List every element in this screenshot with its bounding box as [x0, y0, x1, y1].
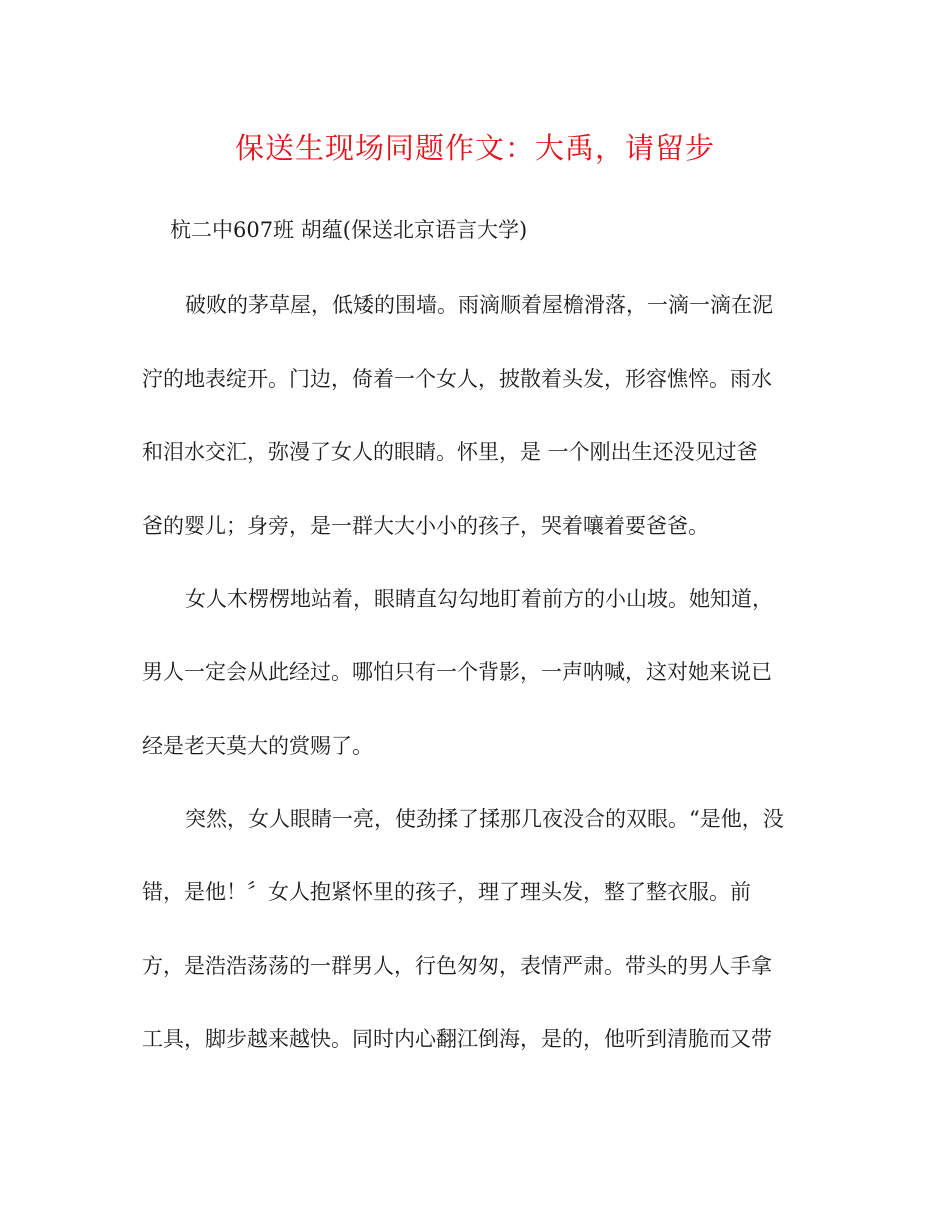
text-line: 经是老天莫大的赏赐了。 — [142, 734, 373, 758]
text-line: 工具，脚步越来越快。同时内心翻江倒海，是的，他听到清脆而又带 — [142, 1027, 772, 1051]
text-line: 方，是浩浩荡荡的一群男人，行色匆匆，表情严肃。带头的男人手拿 — [142, 954, 772, 978]
author-byline: 杭二中607班 胡蕴(保送北京语言大学) — [170, 218, 528, 242]
text-line: 女人木楞楞地站着，眼睛直勾勾地盯着前方的小山坡。她知道， — [185, 587, 773, 611]
text-line: 爸的婴儿；身旁，是一群大大小小的孩子，哭着嚷着要爸爸。 — [142, 514, 709, 538]
text-line: 突然，女人眼睛一亮，使劲揉了揉那几夜没合的双眼。“是他，没 — [185, 807, 784, 831]
text-line: 男人一定会从此经过。哪怕只有一个背影，一声呐喊，这对她来说已 — [142, 660, 772, 684]
text-line: 破败的茅草屋，低矮的围墙。雨滴顺着屋檐滑落，一滴一滴在泥 — [185, 293, 773, 317]
text-line: 错，是他！〞女人抱紧怀里的孩子，理了理头发，整了整衣服。前 — [142, 880, 751, 904]
text-line: 和泪水交汇，弥漫了女人的眼睛。怀里，是 一个刚出生还没见过爸 — [142, 440, 758, 464]
document-title: 保送生现场同题作文：大禹，请留步 — [234, 131, 715, 165]
text-line: 泞的地表绽开。门边，倚着一个女人，披散着头发，形容憔悴。雨水 — [142, 367, 772, 391]
